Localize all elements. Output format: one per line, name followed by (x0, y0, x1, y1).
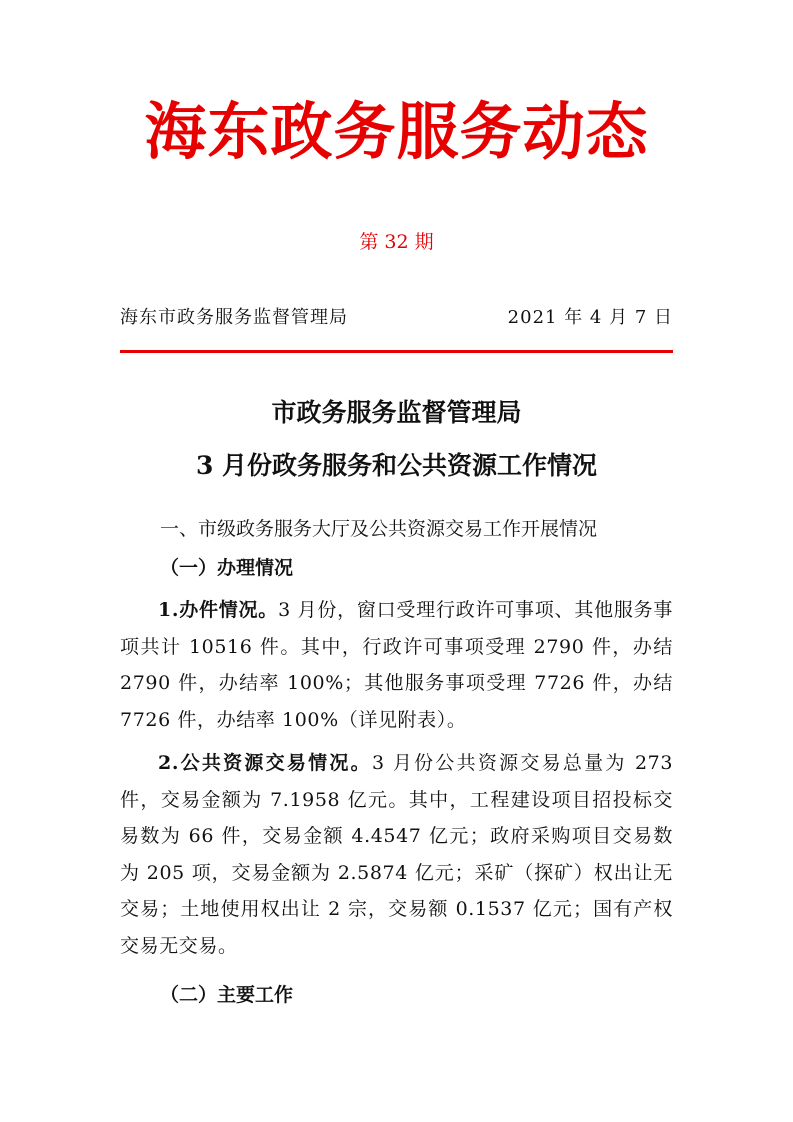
paragraph-case-handling (120, 592, 673, 738)
issuer-row (120, 304, 673, 332)
paragraph-body: 3 月份公共资源交易总量为 273 件，交易金额为 7.1958 亿元。其中，工程建设项目招投标交易数为 66 件，交易金额 4.4547 亿元；政府采购项目交易数为 205 项，交易金额为 2.5874 亿元；采矿（探矿）权出让无交易；土地使用权出让 2 宗，交易额 0.1537 亿元；国有产权交易无交易。 (120, 752, 674, 957)
issue-number: 第 32 期 (359, 231, 434, 253)
section-heading: 一、市级政务服务大厅及公共资源交易工作开展情况 (160, 518, 598, 540)
paragraph-public-resources (120, 745, 673, 965)
subsection-heading-2: （二）主要工作 (160, 984, 294, 1006)
subsection-heading-1: （一）办理情况 (160, 557, 294, 579)
paragraph-body: 3 月份，窗口受理行政许可事项、其他服务事项共计 10516 件。其中，行政许可事项受理 2790 件，办结 2790 件，办结率 100%；其他服务事项受理 7726 件，办结 7726 件，办结率 100%（详见附表）。 (120, 599, 673, 731)
issuer-name: 海东市政务服务监督管理局 (120, 307, 348, 328)
masthead-title: 海东政务服务动态 (144, 95, 649, 168)
document-title-line1: 市政务服务监督管理局 (271, 398, 522, 427)
issue-date: 2021 年 4 月 7 日 (507, 307, 673, 328)
red-divider (120, 350, 673, 353)
paragraph-lead: 1.办件情况。 (158, 599, 279, 621)
document-title-line2: 3 月份政务服务和公共资源工作情况 (195, 451, 598, 480)
paragraph-lead: 2.公共资源交易情况。 (158, 752, 372, 774)
